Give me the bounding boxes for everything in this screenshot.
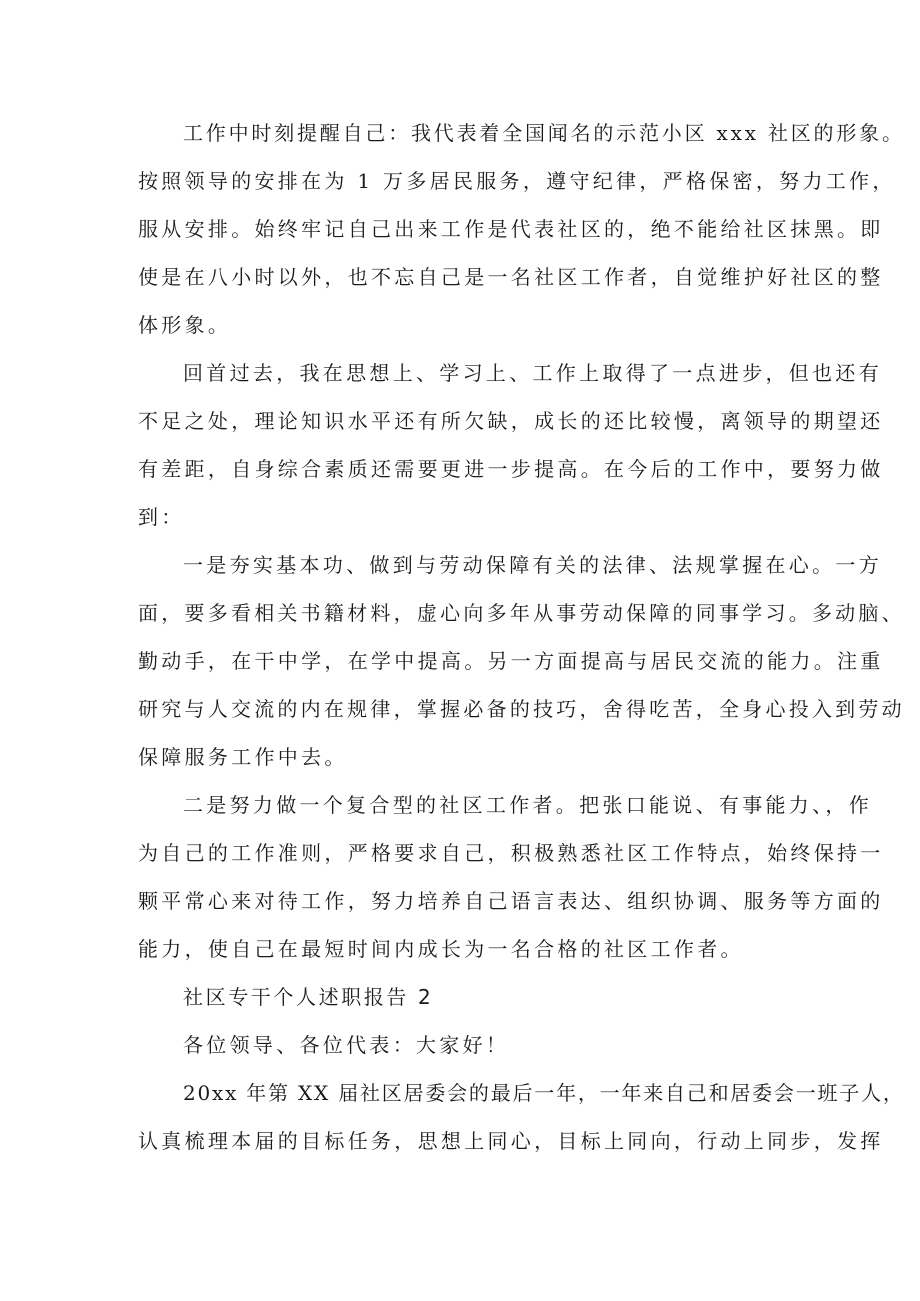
paragraph-point-one-line: 面，要多看相关书籍材料，虚心向多年从事劳动保障的同事学习。多动脑、	[138, 601, 905, 625]
paragraph-looking-back-line: 不足之处，理论知识水平还有所欠缺，成长的还比较慢，离领导的期望还	[138, 409, 884, 433]
paragraph-point-one-line: 保障服务工作中去。	[138, 745, 348, 769]
paragraph-looking-back-line: 有差距，自身综合素质还需要更进一步提高。在今后的工作中，要努力做	[138, 457, 884, 481]
paragraph-point-two-line: 颗平常心来对待工作，努力培养自己语言表达、组织协调、服务等方面的	[138, 889, 884, 913]
greeting: 各位领导、各位代表：大家好！	[183, 1033, 510, 1057]
paragraph-point-one-line: 研究与人交流的内在规律，掌握必备的技巧，舍得吃苦，全身心投入到劳动	[138, 697, 905, 721]
paragraph-self-reminder-line: 按照领导的安排在为 1 万多居民服务，遵守纪律，严格保密，努力工作，	[138, 169, 896, 193]
paragraph-point-two-line: 能力，使自己在最短时间内成长为一名合格的社区工作者。	[138, 937, 744, 961]
paragraph-self-reminder-line: 体形象。	[138, 313, 232, 337]
closing-paragraph-line: 认真梳理本届的目标任务，思想上同心，目标上同向，行动上同步，发挥	[138, 1129, 884, 1153]
paragraph-point-one-line: 一是夯实基本功、做到与劳动保障有关的法律、法规掌握在心。一方	[183, 553, 882, 577]
paragraph-looking-back-line: 回首过去，我在思想上、学习上、工作上取得了一点进步，但也还有	[183, 361, 882, 385]
paragraph-self-reminder-line: 服从安排。始终牢记自己出来工作是代表社区的，绝不能给社区抹黑。即	[138, 217, 884, 241]
paragraph-self-reminder-line: 使是在八小时以外，也不忘自己是一名社区工作者，自觉维护好社区的整	[138, 265, 884, 289]
report-title: 社区专干个人述职报告 2	[183, 985, 434, 1009]
paragraph-point-one-line: 勤动手，在干中学，在学中提高。另一方面提高与居民交流的能力。注重	[138, 649, 884, 673]
closing-paragraph-line: 20xx 年第 XX 届社区居委会的最后一年，一年来自己和居委会一班子人，	[183, 1081, 905, 1105]
paragraph-self-reminder-line: 工作中时刻提醒自己：我代表着全国闻名的示范小区 xxx 社区的形象。	[183, 121, 905, 145]
paragraph-point-two-line: 二是努力做一个复合型的社区工作者。把张口能说、有事能力、，作	[183, 793, 872, 817]
paragraph-looking-back-line: 到：	[138, 505, 185, 529]
paragraph-point-two-line: 为自己的工作准则，严格要求自己，积极熟悉社区工作特点，始终保持一	[138, 841, 884, 865]
